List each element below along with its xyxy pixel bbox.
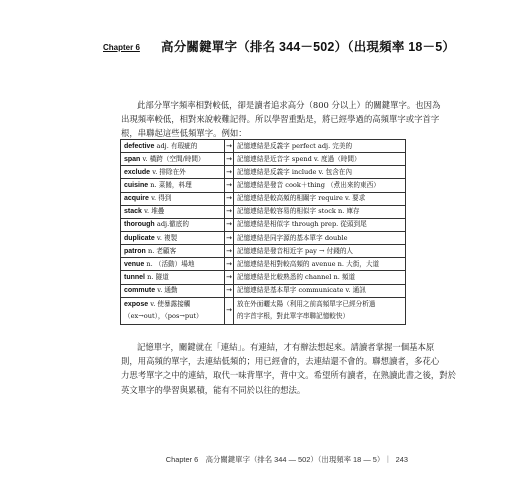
memory-note-cell	[234, 218, 406, 231]
memory-note-cell	[234, 231, 406, 244]
memory-note-cell	[234, 140, 406, 153]
vocab-word: venue	[124, 260, 145, 268]
outro-line: 則，用高頻的單字，去連結低頻的；用已經會的，去連結還不會的。聯想讀者，多花心	[121, 356, 440, 367]
vocab-word: duplicate	[124, 234, 155, 242]
vocab-word: span	[124, 155, 141, 163]
word-cell	[121, 258, 225, 271]
outro-line: 英文單字的學習與累積，能有不同於以往的想法。	[121, 384, 306, 395]
arrow-icon: →	[225, 218, 234, 231]
memory-note-cell	[234, 297, 406, 324]
word-meaning: v. 橫跨（空間/時間）	[142, 154, 205, 163]
vocab-word: commute	[124, 287, 156, 295]
outro-line: 力思考單字之中的連結，取代一味背單字，背中文。希望所有讀者，在熟讀此書之後，對於	[121, 370, 456, 381]
memory-note-cell	[234, 166, 406, 179]
arrow-icon: →	[225, 192, 234, 205]
memory-note-cell	[234, 271, 406, 284]
arrow-icon: →	[225, 205, 234, 218]
word-cell	[121, 166, 225, 179]
memory-note-cell	[234, 284, 406, 297]
vocab-word: tunnel	[124, 273, 145, 281]
vocab-word: cuisine	[124, 181, 149, 189]
memory-note: 記憶連結是發音相近字 pay → 付錢的人	[237, 246, 354, 255]
memory-note: 的字首字根，對此單字串聯記憶較快）	[237, 311, 350, 320]
table-row	[121, 218, 406, 231]
chapter-header	[103, 37, 456, 57]
arrow-icon: →	[225, 271, 234, 284]
intro-paragraph	[121, 98, 440, 141]
word-cell	[121, 297, 225, 324]
word-cell	[121, 205, 225, 218]
page-footer	[166, 454, 408, 465]
word-cell	[121, 179, 225, 192]
word-meaning: v. 複製	[156, 233, 178, 242]
word-cell	[121, 192, 225, 205]
arrow-icon: →	[225, 258, 234, 271]
memory-note: 放在外面曬太陽（利用之前高頻單字已經分析過	[237, 300, 376, 309]
word-meaning: v. 堆疊	[144, 207, 165, 216]
arrow-icon: →	[225, 284, 234, 297]
memory-note: 記憶連結是近音字 spend v. 度過（時間）	[237, 154, 361, 163]
word-cell	[121, 153, 225, 166]
word-meaning: adj. 有瑕疵的	[156, 141, 198, 150]
memory-note: 記憶連結是發音 cook＋thing （煮出來的東西）	[237, 180, 380, 189]
memory-note: 記憶連結是較高頻的相關字 require v. 要求	[237, 194, 366, 203]
word-meaning: n. 菜餚，料理	[150, 180, 192, 189]
memory-note-cell	[234, 245, 406, 258]
table-row	[121, 231, 406, 244]
vocabulary-table	[120, 139, 406, 325]
word-meaning: v. 得到	[151, 194, 172, 203]
table-row	[121, 140, 406, 153]
table-row	[121, 192, 406, 205]
page-number: 243	[395, 455, 408, 464]
vocab-word: defective	[124, 142, 155, 150]
word-meaning: adj.徹底的	[156, 220, 189, 229]
intro-line: 根，串聯起這些低頻單字。例如：	[121, 128, 247, 139]
memory-note: 記憶連結是比較熟悉的 channel n. 頻道	[237, 272, 356, 281]
table-row	[121, 205, 406, 218]
memory-note: 記憶連結是相對較高頻的 avenue n. 大街，大道	[237, 259, 380, 268]
word-cell	[121, 271, 225, 284]
memory-note: 記憶連結是基本單字 communicate v. 通訊	[237, 286, 366, 295]
memory-note-cell	[234, 205, 406, 218]
word-meaning: v. 通勤	[157, 286, 178, 295]
vocab-word: stack	[124, 208, 142, 216]
table-row	[121, 245, 406, 258]
word-cell	[121, 140, 225, 153]
word-cell	[121, 284, 225, 297]
word-meaning: v. 使暴露接觸	[150, 300, 191, 309]
footer-text: Chapter 6 高分關鍵單字（排名 344 — 502）（出現頻率 18 — 5）｜	[165, 455, 392, 464]
arrow-icon: →	[225, 245, 234, 258]
table-row	[121, 271, 406, 284]
vocab-word: exclude	[124, 168, 151, 176]
chapter-title: 高分關鍵單字（排名 344－502）（出現頻率 18－5）	[161, 40, 456, 54]
word-meaning: n. （活動）場地	[146, 259, 195, 268]
arrow-icon: →	[225, 153, 234, 166]
outro-line: 記憶單字，關鍵就在「連結」。有連結，才有辦法想起來。請讀者掌握一個基本原	[137, 342, 435, 352]
memory-note-cell	[234, 179, 406, 192]
word-cell	[121, 218, 225, 231]
arrow-icon: →	[225, 166, 234, 179]
table-row	[121, 179, 406, 192]
vocab-word: patron	[124, 247, 146, 255]
memory-note: 記憶連結是較容易的相似字 stock n. 庫存	[237, 207, 360, 216]
table-row	[121, 153, 406, 166]
word-meaning: n. 隧道	[147, 272, 169, 281]
intro-line: 此部分單字頻率相對較低，卻是讀者追求高分（800 分以上）的關鍵單字。也因為	[137, 100, 441, 110]
memory-note: 記憶連結是同字源的基本單字 double	[237, 233, 348, 242]
arrow-icon: →	[225, 297, 234, 324]
table-row	[121, 166, 406, 179]
memory-note-cell	[234, 192, 406, 205]
table-row	[121, 258, 406, 271]
vocab-word: acquire	[124, 195, 149, 203]
arrow-icon: →	[225, 179, 234, 192]
chapter-label: Chapter 6	[103, 43, 140, 52]
memory-note: 記憶連結是反義字 include v. 包含在內	[237, 167, 352, 176]
memory-note-cell	[234, 153, 406, 166]
intro-line: 出現頻率較低，相對來說較難記得。所以學習重點是，將已經學過的高頻單字或字首字	[121, 114, 440, 125]
table-row	[121, 297, 406, 324]
arrow-icon: →	[225, 140, 234, 153]
vocab-word: expose	[124, 301, 149, 309]
vocab-word: thorough	[124, 221, 155, 229]
table-row	[121, 284, 406, 297]
word-meaning: v. 排除在外	[152, 167, 186, 176]
word-cell	[121, 231, 225, 244]
memory-note-cell	[234, 258, 406, 271]
arrow-icon: →	[225, 231, 234, 244]
word-meaning: n. 老顧客	[147, 246, 177, 255]
memory-note: 記憶連結是相似字 through prep. 從頭到尾	[237, 220, 367, 229]
word-root-note: （ex→out），（pos→put）	[124, 311, 203, 320]
word-cell	[121, 245, 225, 258]
memory-note: 記憶連結是反義字 perfect adj. 完美的	[237, 141, 353, 150]
outro-paragraph	[121, 340, 456, 397]
